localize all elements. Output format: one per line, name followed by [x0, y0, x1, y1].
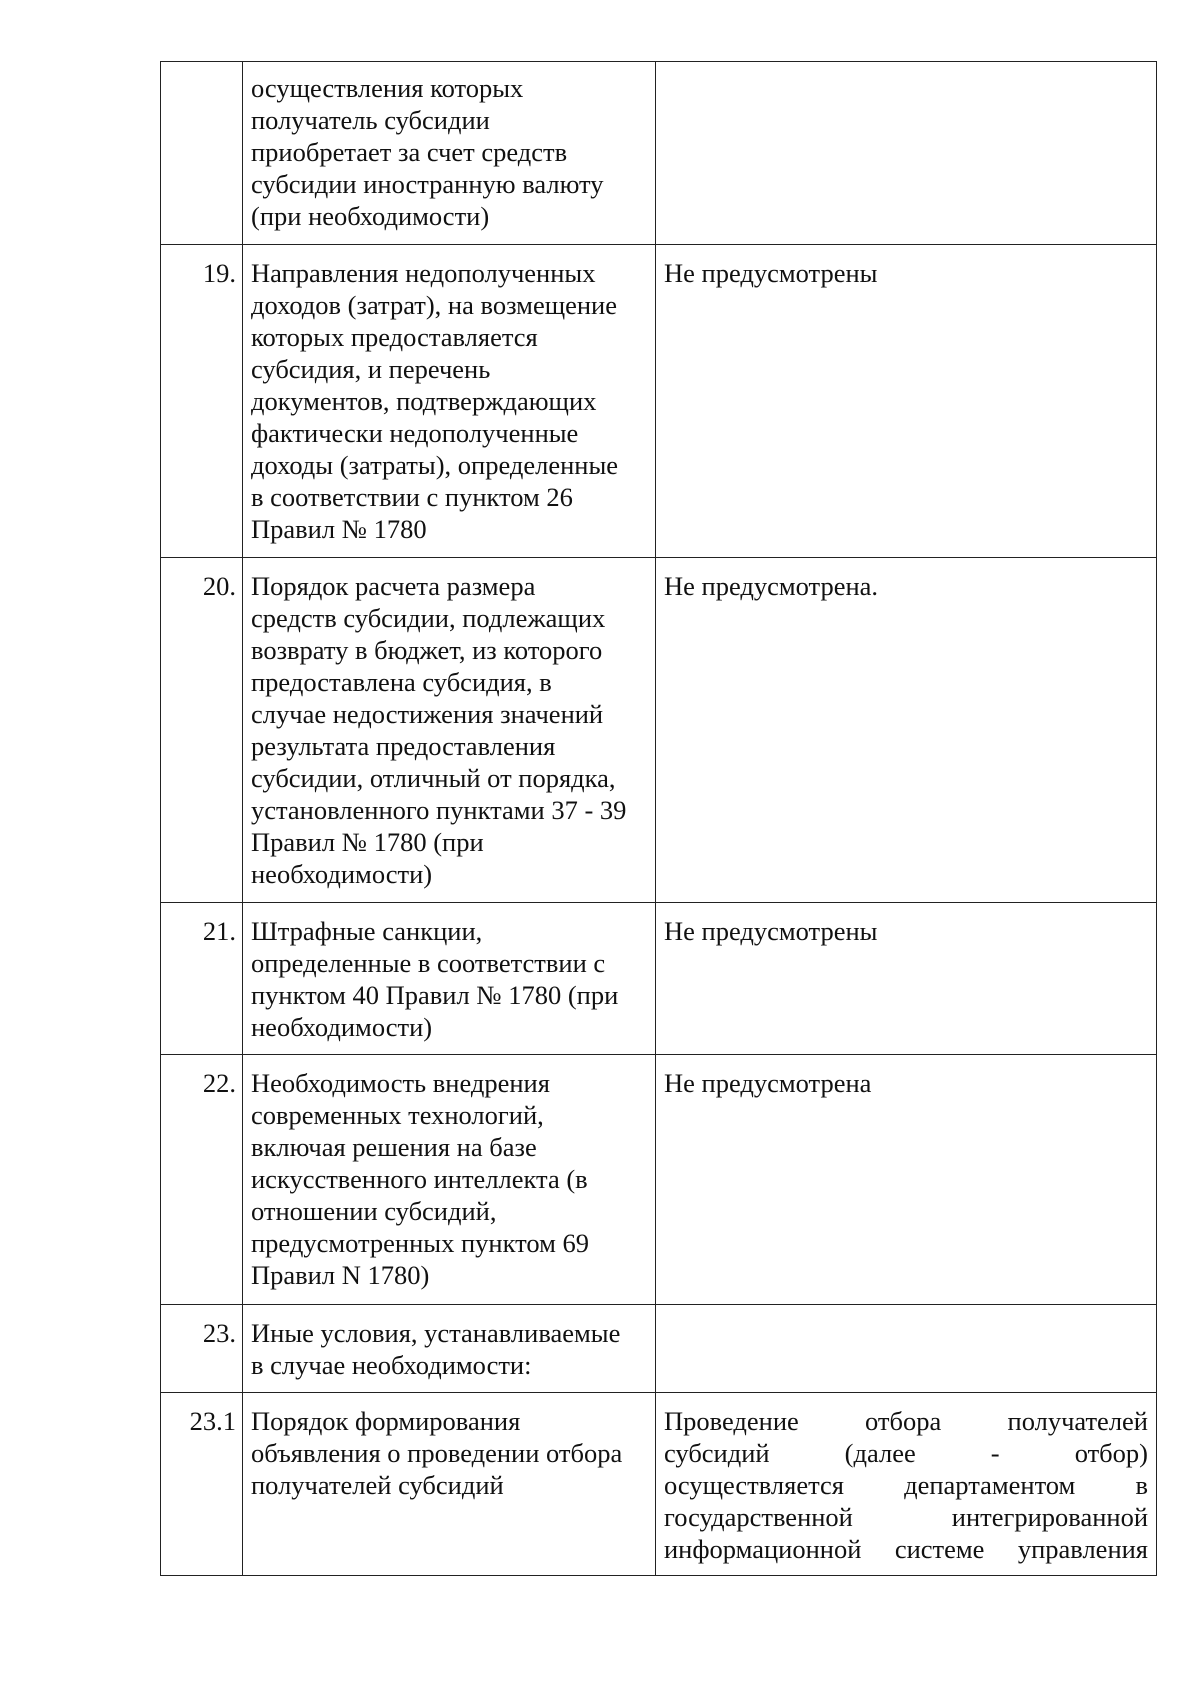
row-number-cell: [161, 558, 243, 903]
table-row: [161, 245, 1157, 558]
row-value-cell: [656, 558, 1157, 903]
table-row: [161, 1305, 1157, 1393]
row-number-cell: [161, 62, 243, 245]
row-value: Не предусмотрена: [664, 1068, 872, 1098]
row-number: 23.: [202, 1318, 236, 1348]
row-value-cell: [656, 1305, 1157, 1393]
row-number-cell: [161, 1393, 243, 1576]
row-value-line: Проведение отбора получателей: [664, 1406, 1148, 1436]
row-value-cell: [656, 245, 1157, 558]
row-description-cell: [243, 903, 656, 1055]
row-description: Порядок формирования объявления о проведении отбора получателей субсидий: [251, 1406, 623, 1500]
row-value-cell: [656, 1055, 1157, 1305]
row-description: Штрафные санкции, определенные в соответствии с пунктом 40 Правил № 1780 (при необходимости): [251, 916, 619, 1042]
table-row: [161, 62, 1157, 245]
row-number-cell: [161, 1055, 243, 1305]
row-value: Не предусмотрена.: [664, 571, 879, 601]
row-description: Необходимость внедрения современных технологий, включая решения на базе искусственного интеллекта (в отношении субсидий, предусмотренных пунктом 69 Правил N 1780): [251, 1068, 589, 1290]
row-description: Направления недополученных доходов (затрат), на возмещение которых предоставляется субсидия, и перечень документов, подтверждающих фактически недополученные доходы (затраты), определенные в соответствии с пунктом 26 Правил № 1780: [251, 258, 619, 544]
row-value: Не предусмотрены: [664, 916, 878, 946]
conditions-table: [160, 61, 1157, 1576]
row-number: 23.1: [189, 1406, 236, 1436]
table-row: [161, 1393, 1157, 1576]
row-description: осуществления которых получатель субсидии приобретает за счет средств субсидии иностранную валюту (при необходимости): [251, 73, 604, 231]
row-value-line: осуществляется департаментом в: [664, 1470, 1148, 1500]
row-description-cell: [243, 1393, 656, 1576]
row-number: 21.: [202, 916, 236, 946]
row-description-cell: [243, 1305, 656, 1393]
row-number: 19.: [202, 258, 236, 288]
row-description-cell: [243, 558, 656, 903]
row-number-cell: [161, 245, 243, 558]
row-value: [656, 62, 1156, 84]
table-row: [161, 558, 1157, 903]
table-row: [161, 1055, 1157, 1305]
row-number: 22.: [202, 1068, 236, 1098]
row-description: Порядок расчета размера средств субсидии, подлежащих возврату в бюджет, из которого предоставлена субсидия, в случае недостижения значений результата предоставления субсидии, отличный от порядка, установленного пунктами 37 - 39 Правил № 1780 (при необходимости): [251, 571, 627, 889]
row-value-cell: [656, 903, 1157, 1055]
row-value: [656, 1393, 1156, 1575]
row-value-line: субсидий (далее - отбор): [664, 1438, 1148, 1468]
row-description: Иные условия, устанавливаемые в случае необходимости:: [251, 1318, 621, 1380]
table-row: [161, 903, 1157, 1055]
row-number-cell: [161, 1305, 243, 1393]
row-value-line: информационной системе управления: [664, 1534, 1148, 1564]
row-description-cell: [243, 1055, 656, 1305]
row-description-cell: [243, 245, 656, 558]
row-number: 20.: [202, 571, 236, 601]
row-value-line: государственной интегрированной: [664, 1502, 1148, 1532]
row-value-cell: [656, 62, 1157, 245]
row-description-cell: [243, 62, 656, 245]
row-value-cell: [656, 1393, 1157, 1576]
row-value: Не предусмотрены: [664, 258, 878, 288]
row-number: [161, 62, 242, 74]
row-value: [656, 1305, 1156, 1327]
row-number-cell: [161, 903, 243, 1055]
